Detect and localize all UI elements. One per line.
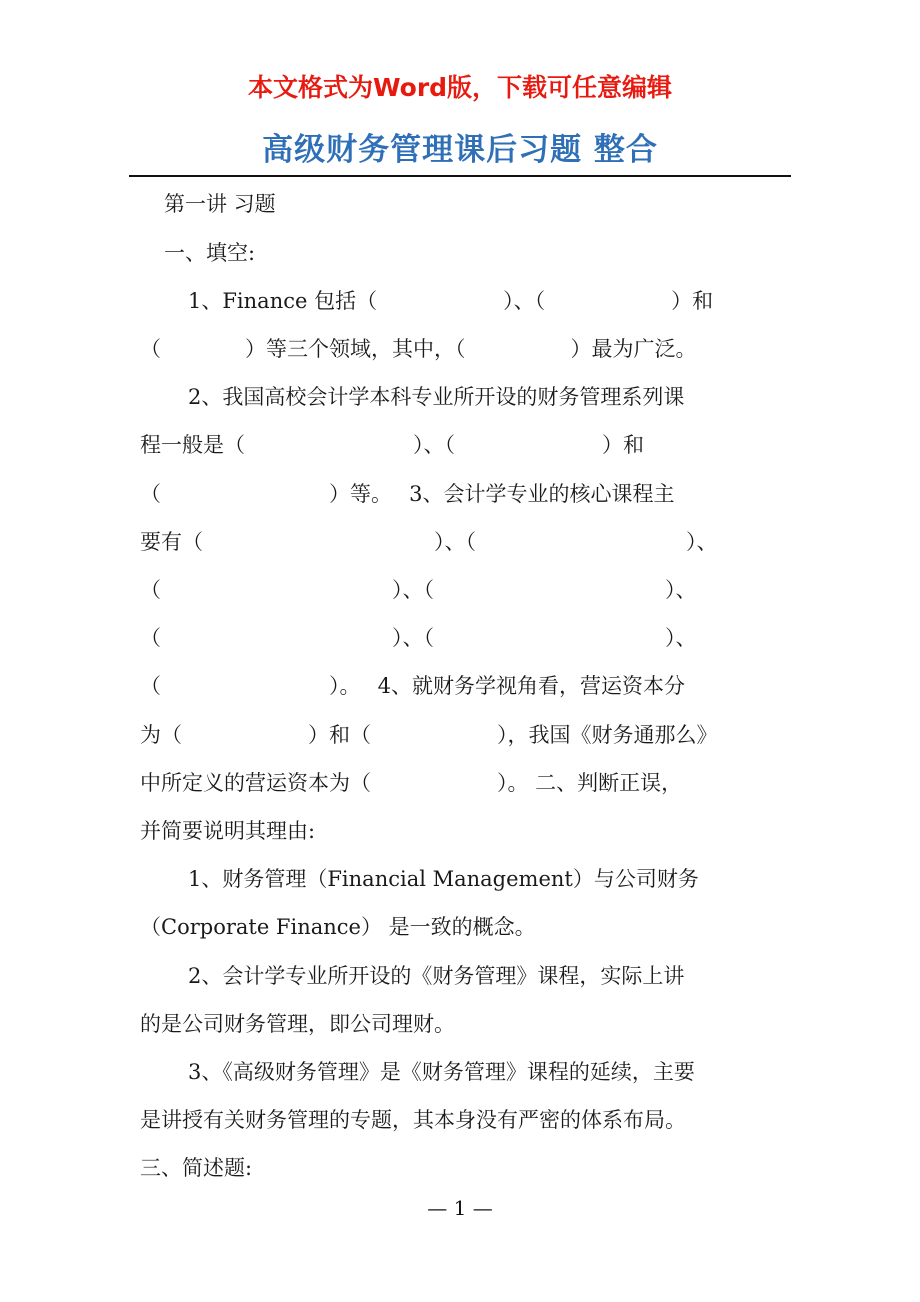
lecture-heading: 第一讲 习题 — [164, 192, 276, 216]
section-heading-fill-blank: 一、填空: — [164, 241, 256, 265]
question-2-3-line: （ ）等。 3、会计学专业的核心课程主 — [140, 482, 675, 506]
question-2-line-2: 程一般是（ ）、（ ）和 — [140, 433, 644, 457]
page-number: — 1 — — [427, 1196, 493, 1220]
question-1-line-1: 1、Finance 包括（ ）、（ ）和 — [188, 289, 714, 313]
question-1-line-2: （ ）等三个领域，其中，（ ）最为广泛。 — [140, 337, 697, 361]
question-4-line-1: 为（ ）和（ ），我国《财务通那么》 — [140, 723, 718, 747]
document-title: 高级财务管理课后习题 整合 — [262, 132, 658, 168]
judgment-3-line-1: 3、《高级财务管理》是《财务管理》课程的延续，主要 — [188, 1060, 695, 1084]
judgment-1-line-1: 1、财务管理（Financial Management）与公司财务 — [188, 867, 699, 891]
question-3-4-line: （ ）。 4、就财务学视角看，营运资本分 — [140, 674, 686, 698]
question-3-line-2: （ ）、（ ）、 — [140, 578, 697, 602]
question-3-line-3: （ ）、（ ）、 — [140, 626, 697, 650]
question-2-line-1: 2、我国高校会计学本科专业所开设的财务管理系列课 — [188, 385, 685, 409]
section-heading-true-false: 并简要说明其理由: — [140, 819, 316, 843]
judgment-2-line-1: 2、会计学专业所开设的《财务管理》课程，实际上讲 — [188, 964, 685, 988]
judgment-1-line-2: （Corporate Finance） 是一致的概念。 — [140, 915, 536, 939]
question-3-line-1: 要有（ ）、（ ）、 — [140, 530, 718, 554]
judgment-3-line-2: 是讲授有关财务管理的专题，其本身没有严密的体系布局。 — [140, 1108, 686, 1132]
title-divider — [129, 175, 791, 177]
format-banner: 本文格式为Word版，下载可任意编辑 — [247, 73, 673, 102]
judgment-2-line-2: 的是公司财务管理，即公司理财。 — [140, 1012, 455, 1036]
question-4-line-2: 中所定义的营运资本为（ ）。 二、判断正误， — [140, 771, 683, 795]
section-heading-short-answer: 三、简述题: — [140, 1156, 253, 1180]
